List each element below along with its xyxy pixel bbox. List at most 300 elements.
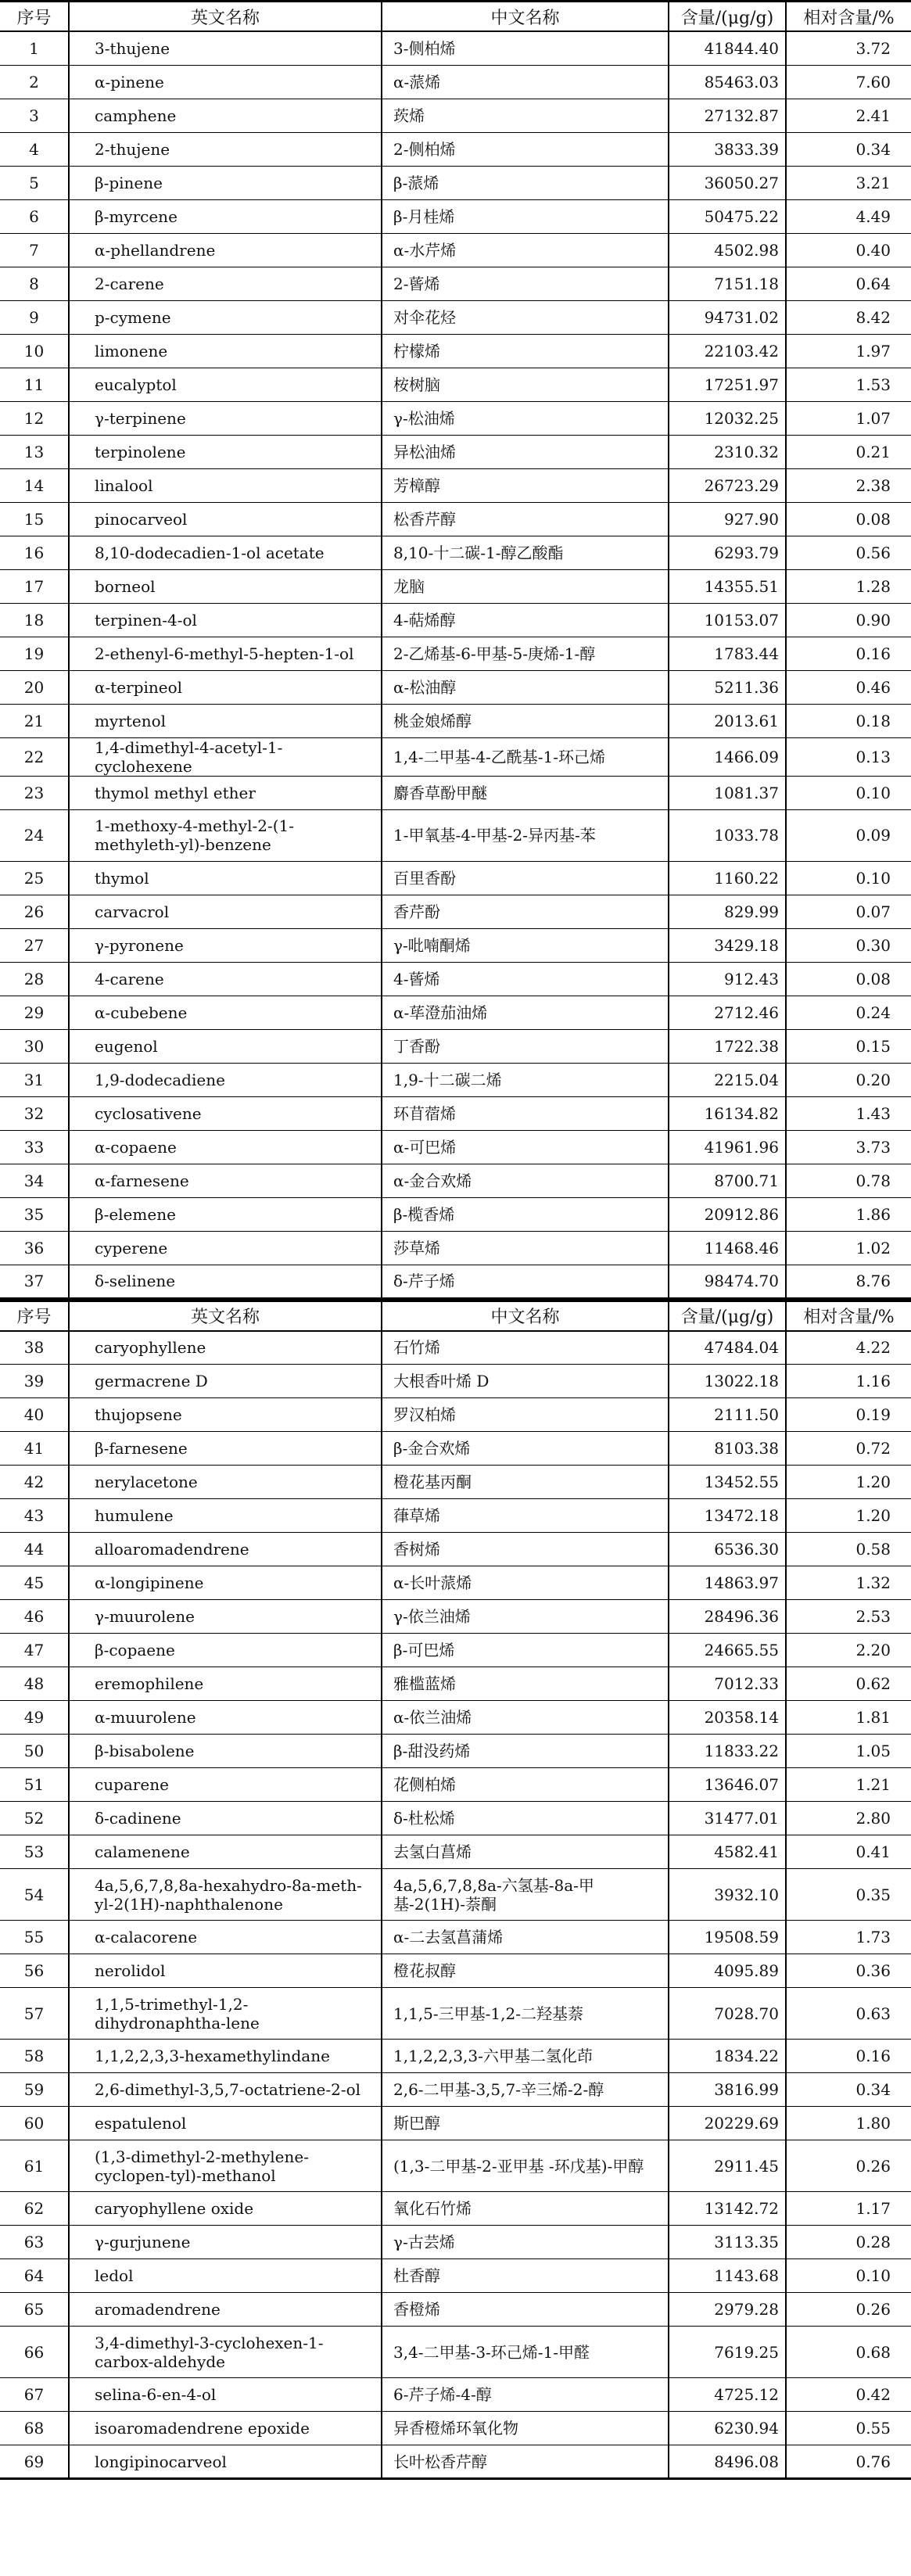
row-index-cell: 18 [0, 603, 69, 637]
chinese-name-cell: 2-乙烯基-6-甲基-5-庚烯-1-醇 [382, 637, 669, 670]
relative-content-cell: 3.21 [786, 166, 911, 199]
relative-content-cell: 1.86 [786, 1197, 911, 1231]
content-cell: 6293.79 [669, 536, 786, 569]
row-index-cell: 31 [0, 1063, 69, 1096]
row-index-cell: 33 [0, 1130, 69, 1164]
row-index-cell: 9 [0, 300, 69, 334]
content-cell: 7619.25 [669, 2327, 786, 2378]
row-index-cell: 11 [0, 368, 69, 401]
relative-content-cell: 0.35 [786, 1869, 911, 1921]
table-row [0, 2140, 911, 2192]
english-name-cell: α-copaene [69, 1130, 382, 1164]
chinese-name-cell: 异松油烯 [382, 435, 669, 468]
table-row [0, 1164, 911, 1197]
row-index-cell: 53 [0, 1835, 69, 1869]
table-row [0, 1954, 911, 1988]
relative-content-cell: 0.40 [786, 233, 911, 267]
english-name-cell: 1,1,5-trimethyl-1,2-dihydronaphtha-lene [69, 1988, 382, 2040]
table-row [0, 2192, 911, 2226]
content-cell: 13022.18 [669, 1365, 786, 1398]
table-row [0, 2259, 911, 2293]
chinese-name-cell: 香橙烯 [382, 2293, 669, 2327]
row-index-cell: 66 [0, 2327, 69, 2378]
english-name-cell: cyperene [69, 1231, 382, 1265]
english-name-cell: 3-thujene [69, 31, 382, 65]
content-cell: 3833.39 [669, 132, 786, 166]
content-cell: 4095.89 [669, 1954, 786, 1988]
english-name-cell: espatulenol [69, 2107, 382, 2140]
english-name-cell: δ-cadinene [69, 1802, 382, 1835]
row-index-cell: 3 [0, 99, 69, 132]
english-name-cell: aromadendrene [69, 2293, 382, 2327]
content-cell: 2215.04 [669, 1063, 786, 1096]
row-index-cell: 56 [0, 1954, 69, 1988]
relative-content-cell: 0.42 [786, 2378, 911, 2412]
chinese-name-cell: 2,6-二甲基-3,5,7-辛三烯-2-醇 [382, 2073, 669, 2107]
table-row [0, 1566, 911, 1600]
content-cell: 10153.07 [669, 603, 786, 637]
english-name-cell: 2-ethenyl-6-methyl-5-hepten-1-ol [69, 637, 382, 670]
english-name-cell: (1,3-dimethyl-2-methylene-cyclopen-tyl)-methanol [69, 2140, 382, 2192]
row-index-cell: 60 [0, 2107, 69, 2140]
row-index-cell: 47 [0, 1634, 69, 1667]
english-name-cell: α-pinene [69, 65, 382, 99]
relative-content-cell: 2.53 [786, 1600, 911, 1634]
content-cell: 27132.87 [669, 99, 786, 132]
row-index-cell: 41 [0, 1432, 69, 1466]
row-index-cell: 32 [0, 1096, 69, 1130]
content-cell: 3113.35 [669, 2226, 786, 2259]
header-chinese: 中文名称 [382, 1301, 669, 1331]
table-row [0, 300, 911, 334]
english-name-cell: thymol [69, 861, 382, 895]
content-cell: 17251.97 [669, 368, 786, 401]
row-index-cell: 40 [0, 1398, 69, 1432]
table-row [0, 199, 911, 233]
table-row [0, 1600, 911, 1634]
english-name-cell: caryophyllene [69, 1331, 382, 1365]
table-row [0, 1096, 911, 1130]
table-row [0, 1499, 911, 1533]
chinese-name-cell: 4a,5,6,7,8,8a-六氢基-8a-甲基-2(1H)-萘酮 [382, 1869, 669, 1921]
chinese-name-cell: β-蒎烯 [382, 166, 669, 199]
relative-content-cell: 7.60 [786, 65, 911, 99]
chinese-name-cell: 百里香酚 [382, 861, 669, 895]
relative-content-cell: 0.30 [786, 928, 911, 962]
row-index-cell: 57 [0, 1988, 69, 2040]
table-row [0, 166, 911, 199]
english-name-cell: calamenene [69, 1835, 382, 1869]
english-name-cell: nerolidol [69, 1954, 382, 1988]
row-index-cell: 12 [0, 401, 69, 435]
english-name-cell: eugenol [69, 1029, 382, 1063]
table-row [0, 1331, 911, 1365]
english-name-cell: ledol [69, 2259, 382, 2293]
row-index-cell: 34 [0, 1164, 69, 1197]
content-cell: 1466.09 [669, 737, 786, 776]
table-row [0, 401, 911, 435]
row-index-cell: 49 [0, 1701, 69, 1735]
row-index-cell: 46 [0, 1600, 69, 1634]
chinese-name-cell: 莎草烯 [382, 1231, 669, 1265]
chinese-name-cell: 氧化石竹烯 [382, 2192, 669, 2226]
chinese-name-cell: 橙花基丙酮 [382, 1466, 669, 1499]
chinese-name-cell: 龙脑 [382, 569, 669, 603]
row-index-cell: 25 [0, 861, 69, 895]
table-row [0, 895, 911, 928]
relative-content-cell: 0.08 [786, 502, 911, 536]
relative-content-cell: 8.76 [786, 1265, 911, 1298]
table-row [0, 776, 911, 809]
chinese-name-cell: γ-依兰油烯 [382, 1600, 669, 1634]
table-row [0, 1063, 911, 1096]
relative-content-cell: 0.19 [786, 1398, 911, 1432]
relative-content-cell: 1.07 [786, 401, 911, 435]
row-index-cell: 26 [0, 895, 69, 928]
content-cell: 2712.46 [669, 996, 786, 1029]
chinese-name-cell: α-依兰油烯 [382, 1701, 669, 1735]
english-name-cell: δ-selinene [69, 1265, 382, 1298]
english-name-cell: terpinen-4-ol [69, 603, 382, 637]
chinese-name-cell: 葎草烯 [382, 1499, 669, 1533]
english-name-cell: α-farnesene [69, 1164, 382, 1197]
table-row [0, 962, 911, 996]
relative-content-cell: 0.36 [786, 1954, 911, 1988]
content-cell: 4725.12 [669, 2378, 786, 2412]
relative-content-cell: 3.72 [786, 31, 911, 65]
relative-content-cell: 0.72 [786, 1432, 911, 1466]
relative-content-cell: 1.20 [786, 1466, 911, 1499]
row-index-cell: 65 [0, 2293, 69, 2327]
english-name-cell: p-cymene [69, 300, 382, 334]
chinese-name-cell: 对伞花烃 [382, 300, 669, 334]
english-name-cell: humulene [69, 1499, 382, 1533]
relative-content-cell: 0.56 [786, 536, 911, 569]
chinese-name-cell: 杜香醇 [382, 2259, 669, 2293]
content-cell: 20229.69 [669, 2107, 786, 2140]
table-row [0, 368, 911, 401]
relative-content-cell: 1.81 [786, 1701, 911, 1735]
chinese-name-cell: 2-蒈烯 [382, 267, 669, 300]
table-row [0, 132, 911, 166]
content-cell: 13472.18 [669, 1499, 786, 1533]
english-name-cell: germacrene D [69, 1365, 382, 1398]
row-index-cell: 14 [0, 468, 69, 502]
relative-content-cell: 0.41 [786, 1835, 911, 1869]
row-index-cell: 10 [0, 334, 69, 368]
relative-content-cell: 0.34 [786, 132, 911, 166]
relative-content-cell: 0.07 [786, 895, 911, 928]
header-relative: 相对含量/% [786, 1301, 911, 1331]
english-name-cell: limonene [69, 334, 382, 368]
header-chinese: 中文名称 [382, 2, 669, 32]
relative-content-cell: 0.10 [786, 2259, 911, 2293]
compound-table-part-2 [0, 1300, 911, 2481]
english-name-cell: α-muurolene [69, 1701, 382, 1735]
relative-content-cell: 0.58 [786, 1533, 911, 1566]
row-index-cell: 19 [0, 637, 69, 670]
table-header-row [0, 2, 911, 32]
table-row [0, 1466, 911, 1499]
content-cell: 7028.70 [669, 1988, 786, 2040]
table-row [0, 928, 911, 962]
english-name-cell: β-pinene [69, 166, 382, 199]
english-name-cell: 4-carene [69, 962, 382, 996]
chinese-name-cell: 香芹酚 [382, 895, 669, 928]
row-index-cell: 63 [0, 2226, 69, 2259]
content-cell: 829.99 [669, 895, 786, 928]
row-index-cell: 42 [0, 1466, 69, 1499]
row-index-cell: 13 [0, 435, 69, 468]
content-cell: 4502.98 [669, 233, 786, 267]
content-cell: 8496.08 [669, 2445, 786, 2479]
english-name-cell: isoaromadendrene epoxide [69, 2412, 382, 2445]
english-name-cell: 1-methoxy-4-methyl-2-(1-methyleth-yl)-benzene [69, 809, 382, 861]
row-index-cell: 24 [0, 809, 69, 861]
relative-content-cell: 0.63 [786, 1988, 911, 2040]
row-index-cell: 6 [0, 199, 69, 233]
row-index-cell: 67 [0, 2378, 69, 2412]
chinese-name-cell: 芳樟醇 [382, 468, 669, 502]
relative-content-cell: 8.42 [786, 300, 911, 334]
chinese-name-cell: 2-侧柏烯 [382, 132, 669, 166]
table-row [0, 996, 911, 1029]
table-row [0, 468, 911, 502]
relative-content-cell: 1.43 [786, 1096, 911, 1130]
chinese-name-cell: 花侧柏烯 [382, 1768, 669, 1802]
content-cell: 927.90 [669, 502, 786, 536]
content-cell: 2111.50 [669, 1398, 786, 1432]
english-name-cell: borneol [69, 569, 382, 603]
chinese-name-cell: 4-蒈烯 [382, 962, 669, 996]
english-name-cell: camphene [69, 99, 382, 132]
content-cell: 4582.41 [669, 1835, 786, 1869]
english-name-cell: 1,9-dodecadiene [69, 1063, 382, 1096]
row-index-cell: 21 [0, 704, 69, 737]
table-row [0, 435, 911, 468]
english-name-cell: thymol methyl ether [69, 776, 382, 809]
table-row [0, 1701, 911, 1735]
relative-content-cell: 1.80 [786, 2107, 911, 2140]
content-cell: 19508.59 [669, 1921, 786, 1954]
relative-content-cell: 0.20 [786, 1063, 911, 1096]
english-name-cell: linalool [69, 468, 382, 502]
header-english: 英文名称 [69, 1301, 382, 1331]
content-cell: 8700.71 [669, 1164, 786, 1197]
content-cell: 912.43 [669, 962, 786, 996]
relative-content-cell: 3.73 [786, 1130, 911, 1164]
english-name-cell: eucalyptol [69, 368, 382, 401]
table-row [0, 1533, 911, 1566]
table-row [0, 1634, 911, 1667]
english-name-cell: β-myrcene [69, 199, 382, 233]
relative-content-cell: 0.08 [786, 962, 911, 996]
header-index: 序号 [0, 2, 69, 32]
chinese-name-cell: γ-吡喃酮烯 [382, 928, 669, 962]
chinese-name-cell: α-二去氢菖蒲烯 [382, 1921, 669, 1954]
table-row [0, 1869, 911, 1921]
row-index-cell: 55 [0, 1921, 69, 1954]
content-cell: 20358.14 [669, 1701, 786, 1735]
chinese-name-cell: 桉树脑 [382, 368, 669, 401]
relative-content-cell: 1.02 [786, 1231, 911, 1265]
content-cell: 47484.04 [669, 1331, 786, 1365]
english-name-cell: cuparene [69, 1768, 382, 1802]
content-cell: 2013.61 [669, 704, 786, 737]
row-index-cell: 7 [0, 233, 69, 267]
content-cell: 1160.22 [669, 861, 786, 895]
table-row [0, 1029, 911, 1063]
english-name-cell: β-elemene [69, 1197, 382, 1231]
header-content: 含量/(μg/g) [669, 2, 786, 32]
relative-content-cell: 0.21 [786, 435, 911, 468]
chinese-name-cell: 8,10-十二碳-1-醇乙酸酯 [382, 536, 669, 569]
content-cell: 1033.78 [669, 809, 786, 861]
row-index-cell: 28 [0, 962, 69, 996]
table-row [0, 1768, 911, 1802]
chinese-name-cell: δ-芹子烯 [382, 1265, 669, 1298]
chinese-name-cell: (1,3-二甲基-2-亚甲基 -环戊基)-甲醇 [382, 2140, 669, 2192]
chinese-name-cell: 大根香叶烯 D [382, 1365, 669, 1398]
row-index-cell: 1 [0, 31, 69, 65]
relative-content-cell: 0.78 [786, 1164, 911, 1197]
english-name-cell: α-calacorene [69, 1921, 382, 1954]
relative-content-cell: 2.38 [786, 468, 911, 502]
english-name-cell: α-longipinene [69, 1566, 382, 1600]
english-name-cell: γ-terpinene [69, 401, 382, 435]
table-row [0, 536, 911, 569]
content-cell: 3429.18 [669, 928, 786, 962]
row-index-cell: 4 [0, 132, 69, 166]
row-index-cell: 36 [0, 1231, 69, 1265]
content-cell: 5211.36 [669, 670, 786, 704]
content-cell: 1143.68 [669, 2259, 786, 2293]
relative-content-cell: 4.49 [786, 199, 911, 233]
row-index-cell: 15 [0, 502, 69, 536]
table-row [0, 2293, 911, 2327]
chinese-name-cell: α-水芹烯 [382, 233, 669, 267]
relative-content-cell: 0.90 [786, 603, 911, 637]
chinese-name-cell: β-金合欢烯 [382, 1432, 669, 1466]
relative-content-cell: 1.73 [786, 1921, 911, 1954]
chinese-name-cell: 去氢白菖烯 [382, 1835, 669, 1869]
relative-content-cell: 1.28 [786, 569, 911, 603]
table-row [0, 704, 911, 737]
chinese-name-cell: 1,1,2,2,3,3-六甲基二氢化茚 [382, 2040, 669, 2073]
row-index-cell: 23 [0, 776, 69, 809]
content-cell: 1081.37 [669, 776, 786, 809]
row-index-cell: 44 [0, 1533, 69, 1566]
row-index-cell: 45 [0, 1566, 69, 1600]
content-cell: 8103.38 [669, 1432, 786, 1466]
content-cell: 7012.33 [669, 1667, 786, 1701]
content-cell: 22103.42 [669, 334, 786, 368]
relative-content-cell: 0.24 [786, 996, 911, 1029]
row-index-cell: 43 [0, 1499, 69, 1533]
table-row [0, 1988, 911, 2040]
english-name-cell: selina-6-en-4-ol [69, 2378, 382, 2412]
chinese-name-cell: 香树烯 [382, 1533, 669, 1566]
content-cell: 7151.18 [669, 267, 786, 300]
table-row [0, 2040, 911, 2073]
row-index-cell: 39 [0, 1365, 69, 1398]
english-name-cell: 2,6-dimethyl-3,5,7-octatriene-2-ol [69, 2073, 382, 2107]
relative-content-cell: 0.16 [786, 2040, 911, 2073]
chinese-name-cell: 莰烯 [382, 99, 669, 132]
table-row [0, 861, 911, 895]
english-name-cell: myrtenol [69, 704, 382, 737]
chinese-name-cell: 4-萜烯醇 [382, 603, 669, 637]
content-cell: 6536.30 [669, 1533, 786, 1566]
relative-content-cell: 0.09 [786, 809, 911, 861]
relative-content-cell: 0.15 [786, 1029, 911, 1063]
relative-content-cell: 0.46 [786, 670, 911, 704]
english-name-cell: 2-thujene [69, 132, 382, 166]
chinese-name-cell: γ-松油烯 [382, 401, 669, 435]
row-index-cell: 58 [0, 2040, 69, 2073]
english-name-cell: pinocarveol [69, 502, 382, 536]
table-row [0, 2107, 911, 2140]
content-cell: 31477.01 [669, 1802, 786, 1835]
content-cell: 16134.82 [669, 1096, 786, 1130]
english-name-cell: eremophilene [69, 1667, 382, 1701]
row-index-cell: 35 [0, 1197, 69, 1231]
chinese-name-cell: α-蒎烯 [382, 65, 669, 99]
row-index-cell: 50 [0, 1735, 69, 1768]
row-index-cell: 22 [0, 737, 69, 776]
table-row [0, 737, 911, 776]
row-index-cell: 37 [0, 1265, 69, 1298]
content-cell: 12032.25 [669, 401, 786, 435]
relative-content-cell: 0.34 [786, 2073, 911, 2107]
content-cell: 98474.70 [669, 1265, 786, 1298]
row-index-cell: 51 [0, 1768, 69, 1802]
row-index-cell: 29 [0, 996, 69, 1029]
relative-content-cell: 0.68 [786, 2327, 911, 2378]
relative-content-cell: 0.62 [786, 1667, 911, 1701]
content-cell: 13142.72 [669, 2192, 786, 2226]
table-row [0, 569, 911, 603]
content-cell: 11468.46 [669, 1231, 786, 1265]
chinese-name-cell: 6-芹子烯-4-醇 [382, 2378, 669, 2412]
english-name-cell: 4a,5,6,7,8,8a-hexahydro-8a-meth-yl-2(1H)-naphthalenone [69, 1869, 382, 1921]
chinese-name-cell: 橙花叔醇 [382, 1954, 669, 1988]
relative-content-cell: 1.20 [786, 1499, 911, 1533]
english-name-cell: γ-pyronene [69, 928, 382, 962]
table-row [0, 637, 911, 670]
table-row [0, 2073, 911, 2107]
table-row [0, 2327, 911, 2378]
english-name-cell: thujopsene [69, 1398, 382, 1432]
english-name-cell: terpinolene [69, 435, 382, 468]
english-name-cell: 1,4-dimethyl-4-acetyl-1-cyclohexene [69, 737, 382, 776]
chinese-name-cell: β-榄香烯 [382, 1197, 669, 1231]
relative-content-cell: 0.26 [786, 2140, 911, 2192]
chinese-name-cell: 松香芹醇 [382, 502, 669, 536]
relative-content-cell: 1.05 [786, 1735, 911, 1768]
row-index-cell: 2 [0, 65, 69, 99]
relative-content-cell: 2.80 [786, 1802, 911, 1835]
content-cell: 41961.96 [669, 1130, 786, 1164]
content-cell: 1783.44 [669, 637, 786, 670]
chinese-name-cell: 环苜蓿烯 [382, 1096, 669, 1130]
content-cell: 20912.86 [669, 1197, 786, 1231]
row-index-cell: 48 [0, 1667, 69, 1701]
content-cell: 13452.55 [669, 1466, 786, 1499]
table-row [0, 1735, 911, 1768]
content-cell: 85463.03 [669, 65, 786, 99]
row-index-cell: 62 [0, 2192, 69, 2226]
